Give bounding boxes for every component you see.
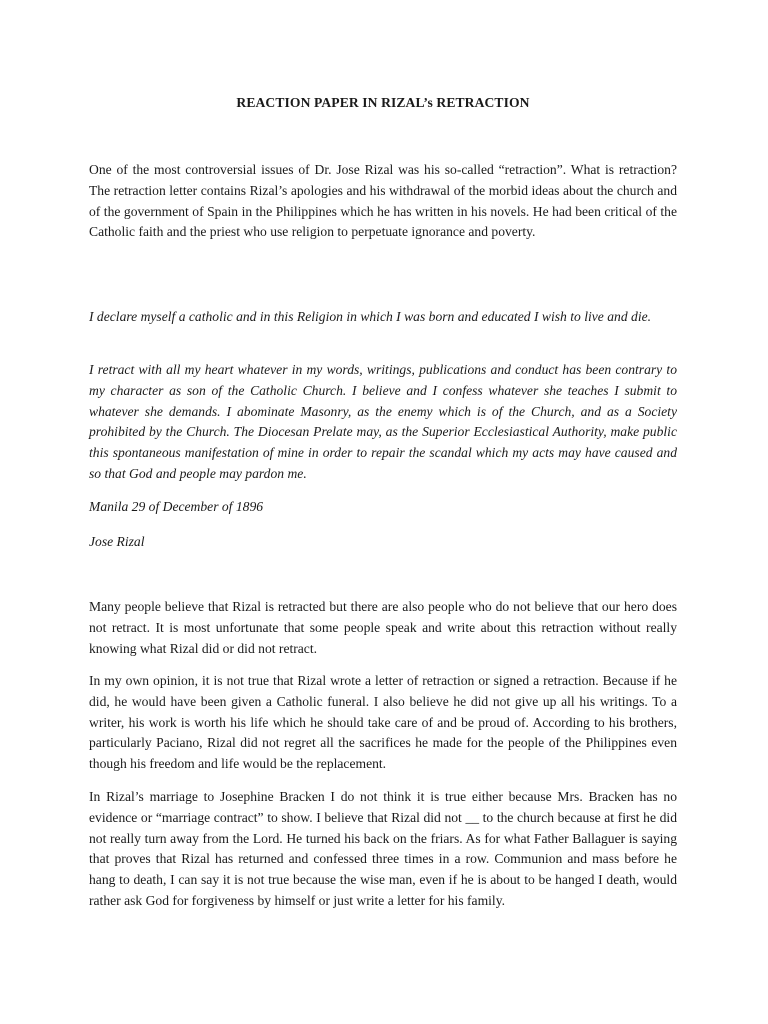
body-paragraph-2: In my own opinion, it is not true that Rizal wrote a letter of retraction or signed a retraction. Because if he did, he would have been given a Catholic funeral. I also believe he did not give up all his writings. To a writer, his work is worth his life which he should take care of and be proud of. According to his brothers, particularly Paciano, Rizal did not regret all the sacrifices he made for the people of the Philippines even though his freedom and life would be the replacement. bbox=[89, 673, 677, 772]
retraction-quote-paragraph-2: I retract with all my heart whatever in my words, writings, publications and conduct has been contrary to my character as son of the Catholic Church. I believe and I confess whatever she teaches I submit to whatever she demands. I abominate Masonry, as the enemy which is of the Church, and as a Society prohibited by the Church. The Diocesan Prelate may, as the Superior Ecclesiastical Authority, make public this spontaneous manifestation of mine in order to repair the scandal which my acts may have caused and so that God and people may pardon me. bbox=[89, 362, 677, 481]
retraction-signature: Jose Rizal bbox=[89, 534, 145, 549]
retraction-date-line: Manila 29 of December of 1896 bbox=[89, 499, 264, 514]
intro-paragraph: One of the most controversial issues of Dr. Jose Rizal was his so-called “retraction”. What is retraction? The retraction letter contains Rizal’s apologies and his withdrawal of the morbid ideas about the church and of the government of Spain in the Philippines which he has written in his novels. He had been critical of the Catholic faith and the priest who use religion to perpetuate ignorance and poverty. bbox=[89, 162, 677, 240]
body-paragraph-1: Many people believe that Rizal is retracted but there are also people who do not believe that our hero does not retract. It is most unfortunate that some people speak and write about this retraction without really knowing what Rizal did or did not retract. bbox=[89, 599, 677, 656]
retraction-quote-paragraph-1: I declare myself a catholic and in this Religion in which I was born and educated I wish to live and die. bbox=[89, 309, 652, 324]
body-paragraph-3: In Rizal’s marriage to Josephine Bracken I do not think it is true either because Mrs. Bracken has no evidence or “marriage contract” to show. I believe that Rizal did not __ to the church because at first he did not really turn away from the Lord. He turned his back on the friars. As for what Father Ballaguer is saying that proves that Rizal has returned and confessed three times in a row. Communion and mass before he hang to death, I can say it is not true because the wise man, even if he is about to be hanged I death, would rather ask God for forgiveness by himself or just write a letter for his family. bbox=[89, 789, 677, 908]
document-title: REACTION PAPER IN RIZAL’s RETRACTION bbox=[236, 95, 530, 110]
